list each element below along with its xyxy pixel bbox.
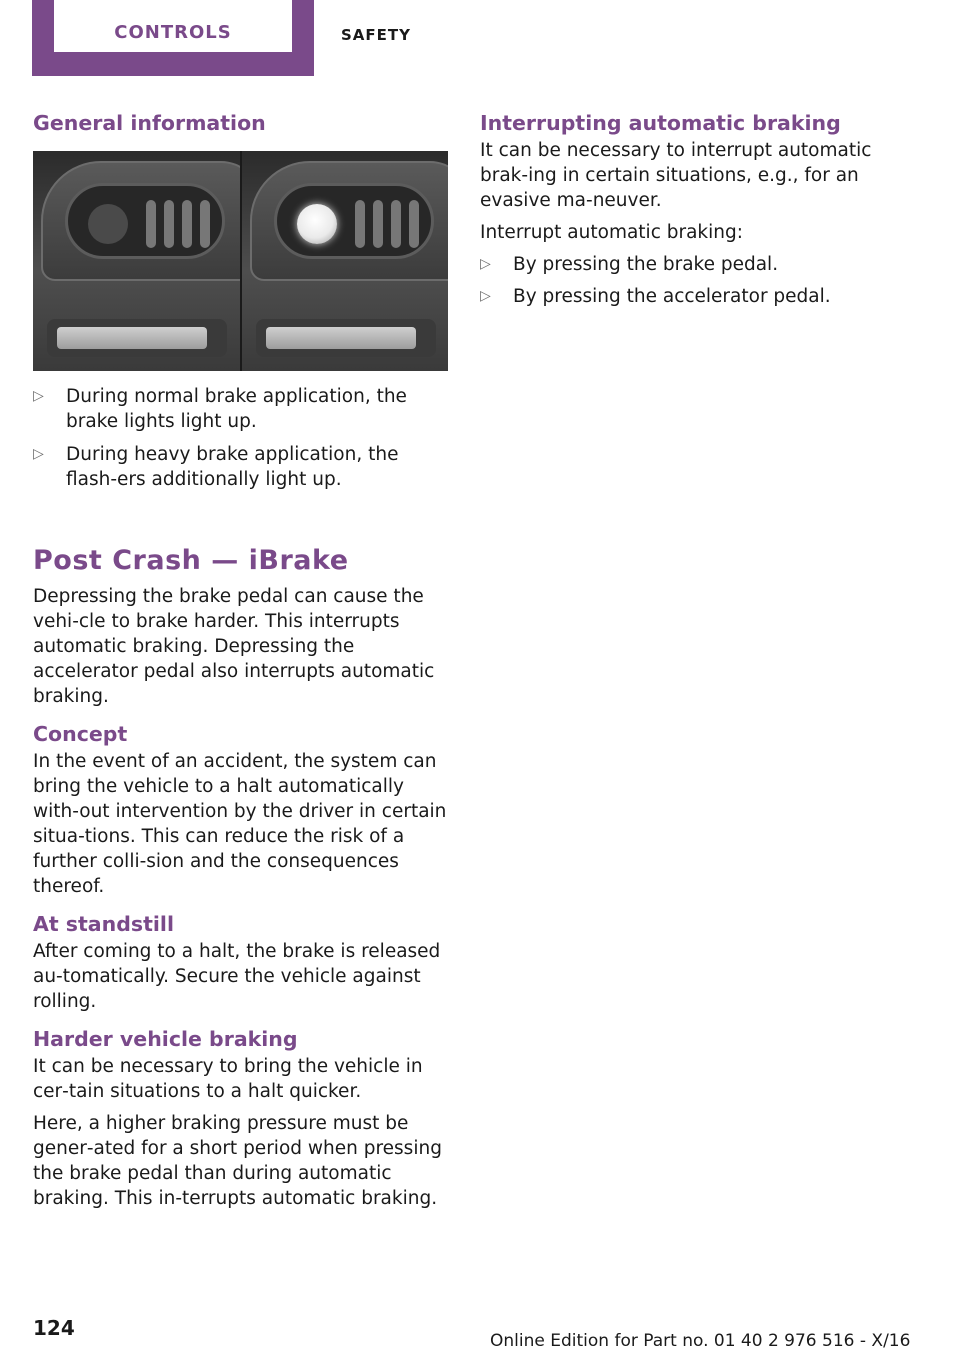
list-item	[33, 442, 448, 492]
heading-harder-vehicle-braking: Harder vehicle braking	[33, 1027, 298, 1051]
section-intro-text: Depressing the brake pedal can cause the vehi‐cle to brake harder. This interrupts automatic braking. Depressing the accelerator pedal also interrupts automatic braking.	[33, 586, 435, 707]
triangle-bullet-icon: ▷	[33, 388, 44, 404]
tab-safety[interactable]: SAFETY	[341, 26, 411, 44]
flasher-lamp-lit	[297, 204, 337, 244]
element	[409, 200, 419, 248]
heading-at-standstill: At standstill	[33, 912, 174, 936]
bullet-text: During heavy brake application, the flash‐ers additionally light up.	[66, 444, 399, 490]
interrupt-lead-text: Interrupt automatic braking:	[480, 222, 743, 243]
brake-light-bar	[57, 327, 207, 349]
element	[164, 200, 174, 248]
element	[200, 200, 210, 248]
housing	[41, 161, 240, 281]
element	[355, 200, 365, 248]
list-item	[480, 252, 895, 277]
harder-text-1: It can be necessary to bring the vehicle in cer‐tain situations to a halt quicker.	[33, 1056, 423, 1102]
bullet-text: By pressing the accelerator pedal.	[513, 286, 831, 307]
bullet-text: By pressing the brake pedal.	[513, 254, 779, 275]
interrupt-bullets	[480, 252, 895, 309]
element	[391, 200, 401, 248]
header-tabs	[0, 0, 960, 76]
list-item	[33, 384, 448, 434]
tab-controls-label: CONTROLS	[114, 22, 232, 43]
triangle-bullet-icon: ▷	[33, 446, 44, 462]
element	[146, 200, 156, 248]
list-item	[480, 284, 895, 309]
brake-light-bar	[266, 327, 416, 349]
brake-lamp-off	[88, 204, 128, 244]
concept-text: In the event of an accident, the system can bring the vehicle to a halt automatically with‐out intervention by the driver in certain situa‐tions. This can reduce the risk of a further colli‐sion and the consequences thereof.	[33, 751, 447, 897]
edition-footer: Online Edition for Part no. 01 40 2 976 516 - X/16	[490, 1331, 911, 1351]
standstill-text: After coming to a halt, the brake is released au‐tomatically. Secure the vehicle against rolling.	[33, 941, 441, 1012]
section-title-post-crash: Post Crash — iBrake	[33, 545, 349, 576]
lamp-ring	[274, 183, 434, 259]
bullet-text: During normal brake application, the brake lights light up.	[66, 386, 407, 432]
harder-text-2: Here, a higher braking pressure must be gener‐ated for a short period when pressing the brake pedal than during automatic braking. This in‐terrupts automatic braking.	[33, 1113, 442, 1209]
element	[373, 200, 383, 248]
brake-light-normal-image	[33, 151, 240, 371]
triangle-bullet-icon: ▷	[480, 288, 491, 304]
general-bullets	[33, 384, 448, 492]
heading-interrupting-automatic-braking: Interrupting automatic braking	[480, 111, 841, 135]
heading-concept: Concept	[33, 722, 128, 746]
brake-light-heavy-image	[242, 151, 449, 371]
triangle-bullet-icon: ▷	[480, 256, 491, 272]
housing	[250, 161, 449, 281]
tab-controls-inner	[54, 0, 292, 52]
lamp-ring	[65, 183, 225, 259]
right-column	[480, 108, 895, 309]
heading-general-information: General information	[33, 111, 266, 135]
page-number: 124	[33, 1316, 75, 1340]
left-column	[33, 108, 448, 1211]
element	[182, 200, 192, 248]
interrupt-text: It can be necessary to interrupt automatic brak‐ing in certain situations, e.g., for an evasive ma‐neuver.	[480, 140, 872, 211]
tab-controls[interactable]	[32, 0, 314, 76]
brake-lights-figure	[33, 151, 448, 371]
